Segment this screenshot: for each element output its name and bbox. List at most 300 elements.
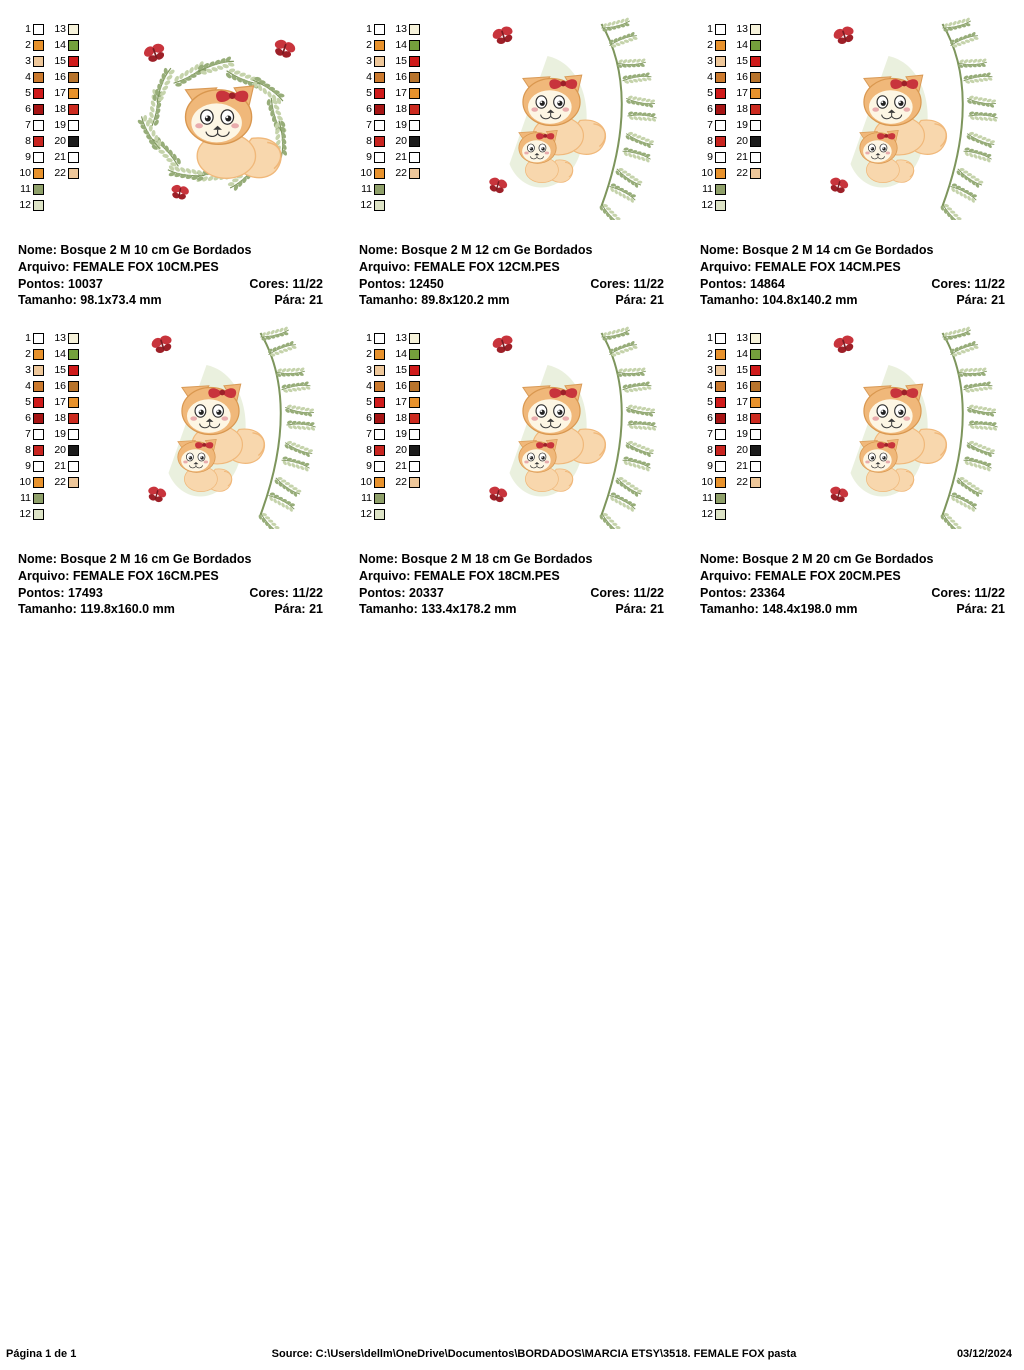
- color-index-right: 22: [395, 167, 407, 180]
- colors-group: [931, 585, 1005, 602]
- arquivo-label: Arquivo:: [18, 259, 70, 274]
- color-swatch-left: [374, 397, 385, 408]
- color-index-left: 7: [707, 119, 713, 132]
- design-size-stops-line: [359, 601, 664, 618]
- color-index-right: 21: [54, 460, 66, 473]
- color-swatch-right: [409, 56, 420, 67]
- color-swatch-left: [33, 493, 44, 504]
- color-index-left: 11: [702, 183, 713, 196]
- color-index-right: 21: [54, 151, 66, 164]
- color-swatch-right: [750, 120, 761, 131]
- color-index-left: 11: [361, 492, 372, 505]
- color-index-left: 8: [25, 444, 31, 457]
- color-index-left: 8: [366, 444, 372, 457]
- cores-label: Cores:: [931, 585, 971, 600]
- color-index-right: 15: [395, 55, 407, 68]
- cores-label: Cores:: [249, 585, 289, 600]
- color-index-left: 9: [25, 151, 31, 164]
- color-chart-row: [359, 379, 445, 394]
- color-swatch-right: [68, 136, 79, 147]
- color-swatch-left: [715, 88, 726, 99]
- color-swatch-left: [715, 136, 726, 147]
- size-group: [18, 292, 162, 309]
- color-swatch-right: [409, 461, 420, 472]
- color-chart-row: [18, 363, 104, 378]
- design-file: FEMALE FOX 18CM.PES: [413, 568, 560, 583]
- design-name: Bosque 2 M 20 cm Ge Bordados: [742, 552, 934, 566]
- color-swatch-right: [750, 104, 761, 115]
- color-chart-row: [359, 491, 445, 506]
- color-chart-row: [18, 507, 104, 522]
- size-group: [359, 601, 517, 618]
- stitch-count: 14864: [750, 276, 785, 291]
- color-index-right: 22: [736, 167, 748, 180]
- design-area: [359, 319, 664, 547]
- pontos-label: Pontos:: [18, 585, 65, 600]
- color-chart-row: [700, 118, 786, 133]
- color-swatch-right: [750, 168, 761, 179]
- stitch-count: 23364: [750, 585, 785, 600]
- color-index-left: 2: [707, 39, 713, 52]
- color-count: 11/22: [292, 276, 323, 291]
- footer-date: 03/12/2024: [956, 1348, 1012, 1360]
- color-swatch-right: [409, 24, 420, 35]
- color-swatch-right: [409, 88, 420, 99]
- pontos-label: Pontos:: [700, 585, 747, 600]
- color-index-left: 1: [707, 332, 713, 345]
- color-chart-row: [700, 150, 786, 165]
- color-index-left: 8: [366, 135, 372, 148]
- design-stitches-colors-line: [18, 585, 323, 602]
- color-swatch-right: [750, 56, 761, 67]
- color-index-right: 18: [54, 412, 66, 425]
- color-swatch-right: [68, 381, 79, 392]
- color-index-left: 1: [366, 23, 372, 36]
- color-swatch-right: [68, 40, 79, 51]
- color-chart-row: [700, 86, 786, 101]
- color-swatch-left: [374, 509, 385, 520]
- stitches-group: [359, 585, 444, 602]
- color-chart-row: [700, 102, 786, 117]
- color-index-left: 4: [707, 380, 713, 393]
- color-swatch-left: [374, 72, 385, 83]
- design-card: [341, 0, 682, 309]
- color-swatch-right: [750, 413, 761, 424]
- color-swatch-right: [68, 72, 79, 83]
- color-index-left: 2: [366, 39, 372, 52]
- cores-label: Cores:: [590, 276, 630, 291]
- color-chart-row: [359, 347, 445, 362]
- footer-page-number: Página 1 de 1: [6, 1348, 77, 1360]
- design-area: [18, 319, 323, 547]
- design-info: [359, 242, 664, 309]
- design-preview: [449, 319, 664, 529]
- color-chart-row: [18, 166, 104, 181]
- color-index-left: 9: [25, 460, 31, 473]
- color-index-right: 17: [736, 396, 748, 409]
- color-chart-row: [18, 347, 104, 362]
- design-file-line: [359, 568, 664, 585]
- color-index-left: 4: [25, 71, 31, 84]
- design-name: Bosque 2 M 10 cm Ge Bordados: [60, 243, 252, 257]
- color-index-left: 7: [366, 428, 372, 441]
- stitches-group: [700, 276, 785, 293]
- color-swatch-right: [750, 88, 761, 99]
- design-size: 89.8x120.2 mm: [421, 293, 510, 308]
- color-chart-row: [359, 86, 445, 101]
- color-index-left: 1: [707, 23, 713, 36]
- color-index-left: 2: [707, 348, 713, 361]
- color-index-right: 17: [395, 396, 407, 409]
- color-swatch-left: [715, 445, 726, 456]
- stop-count: 21: [650, 293, 664, 308]
- color-swatch-left: [374, 429, 385, 440]
- design-card: [0, 309, 341, 618]
- color-chart-row: [700, 198, 786, 213]
- color-chart-row: [18, 22, 104, 37]
- color-index-left: 6: [707, 103, 713, 116]
- color-swatch-right: [68, 152, 79, 163]
- color-index-right: 21: [395, 460, 407, 473]
- color-swatch-left: [33, 120, 44, 131]
- stop-count: 21: [650, 602, 664, 617]
- color-swatch-left: [33, 445, 44, 456]
- color-swatch-right: [68, 397, 79, 408]
- color-swatch-left: [374, 136, 385, 147]
- design-name-line: [700, 551, 1005, 568]
- color-index-left: 7: [25, 428, 31, 441]
- color-swatch-left: [715, 72, 726, 83]
- color-chart-row: [700, 475, 786, 490]
- design-size: 148.4x198.0 mm: [762, 602, 858, 617]
- design-file: FEMALE FOX 10CM.PES: [72, 259, 219, 274]
- color-swatch-right: [409, 120, 420, 131]
- color-chart-row: [18, 443, 104, 458]
- color-index-left: 4: [366, 380, 372, 393]
- tamanho-label: Tamanho:: [359, 602, 418, 617]
- color-swatch-left: [374, 56, 385, 67]
- color-swatch-right: [68, 88, 79, 99]
- design-name-line: [700, 242, 1005, 259]
- arquivo-label: Arquivo:: [359, 259, 411, 274]
- color-index-right: 22: [54, 167, 66, 180]
- color-chart-row: [359, 411, 445, 426]
- color-chart-row: [700, 363, 786, 378]
- color-swatch-right: [409, 333, 420, 344]
- color-swatch-left: [374, 168, 385, 179]
- color-index-right: 20: [54, 444, 66, 457]
- design-name-line: [359, 551, 664, 568]
- color-swatch-right: [409, 168, 420, 179]
- design-name-line: [359, 242, 664, 259]
- color-index-right: 16: [395, 380, 407, 393]
- color-index-right: 22: [736, 476, 748, 489]
- color-chart-row: [359, 475, 445, 490]
- color-index-left: 3: [25, 364, 31, 377]
- color-index-left: 12: [360, 199, 372, 212]
- color-chart-row: [18, 150, 104, 165]
- stitch-count: 17493: [68, 585, 103, 600]
- color-index-left: 6: [25, 412, 31, 425]
- color-index-right: 16: [736, 380, 748, 393]
- color-index-right: 15: [736, 364, 748, 377]
- color-swatch-right: [750, 381, 761, 392]
- color-index-right: 18: [395, 412, 407, 425]
- color-index-right: 15: [54, 364, 66, 377]
- color-chart-row: [359, 134, 445, 149]
- color-swatch-left: [33, 509, 44, 520]
- color-index-right: 13: [54, 23, 66, 36]
- color-swatch-left: [33, 40, 44, 51]
- color-swatch-right: [68, 461, 79, 472]
- color-swatch-right: [409, 445, 420, 456]
- color-swatch-left: [33, 365, 44, 376]
- color-index-left: 1: [25, 332, 31, 345]
- cores-label: Cores:: [590, 585, 630, 600]
- stitches-group: [359, 276, 444, 293]
- color-swatch-left: [374, 349, 385, 360]
- color-index-left: 3: [707, 364, 713, 377]
- design-info: [700, 242, 1005, 309]
- color-swatch-left: [715, 152, 726, 163]
- color-index-right: 15: [54, 55, 66, 68]
- color-chart-row: [18, 54, 104, 69]
- color-swatch-left: [715, 168, 726, 179]
- color-index-right: 18: [395, 103, 407, 116]
- color-index-right: 22: [54, 476, 66, 489]
- para-label: Pára:: [615, 602, 647, 617]
- cores-label: Cores:: [931, 276, 971, 291]
- colors-group: [249, 585, 323, 602]
- color-index-right: 19: [395, 428, 407, 441]
- color-swatch-left: [33, 168, 44, 179]
- color-index-left: 2: [25, 39, 31, 52]
- stop-count: 21: [991, 293, 1005, 308]
- footer-source-path: Source: C:\Users\dellm\OneDrive\Documentos\BORDADOS\MARCIA ETSY\3518. FEMALE FOX pasta: [271, 1348, 797, 1360]
- color-index-left: 6: [366, 412, 372, 425]
- color-chart: [359, 10, 445, 213]
- color-index-left: 8: [707, 444, 713, 457]
- color-swatch-left: [374, 333, 385, 344]
- color-chart-row: [18, 134, 104, 149]
- design-card: [341, 309, 682, 618]
- para-label: Pára:: [615, 293, 647, 308]
- color-chart-row: [18, 411, 104, 426]
- color-swatch-left: [374, 120, 385, 131]
- color-swatch-left: [33, 152, 44, 163]
- design-card: [682, 0, 1023, 309]
- color-chart-row: [359, 331, 445, 346]
- color-index-left: 11: [20, 183, 31, 196]
- color-index-left: 9: [707, 151, 713, 164]
- stop-count: 21: [991, 602, 1005, 617]
- color-index-left: 12: [701, 508, 713, 521]
- color-index-left: 12: [360, 508, 372, 521]
- design-name: Bosque 2 M 16 cm Ge Bordados: [60, 552, 252, 566]
- color-index-left: 2: [25, 348, 31, 361]
- color-index-right: 19: [395, 119, 407, 132]
- design-name-line: [18, 242, 323, 259]
- design-name: Bosque 2 M 12 cm Ge Bordados: [401, 243, 593, 257]
- color-chart: [700, 319, 786, 522]
- color-chart-row: [700, 427, 786, 442]
- color-index-right: 20: [736, 444, 748, 457]
- color-swatch-right: [750, 397, 761, 408]
- color-index-left: 8: [25, 135, 31, 148]
- color-index-left: 11: [20, 492, 31, 505]
- color-index-right: 14: [736, 348, 748, 361]
- nome-label: Nome:: [359, 552, 398, 566]
- color-index-left: 10: [360, 167, 372, 180]
- stitch-count: 20337: [409, 585, 444, 600]
- color-index-right: 19: [54, 428, 66, 441]
- color-swatch-right: [409, 397, 420, 408]
- color-swatch-left: [374, 461, 385, 472]
- color-index-right: 15: [736, 55, 748, 68]
- color-swatch-right: [750, 24, 761, 35]
- color-chart-row: [18, 427, 104, 442]
- color-index-left: 1: [25, 23, 31, 36]
- color-index-left: 10: [701, 476, 713, 489]
- design-file: FEMALE FOX 16CM.PES: [72, 568, 219, 583]
- color-chart-row: [18, 331, 104, 346]
- design-area: [359, 10, 664, 238]
- stitches-group: [700, 585, 785, 602]
- color-swatch-right: [750, 152, 761, 163]
- color-swatch-left: [374, 445, 385, 456]
- color-index-left: 5: [366, 87, 372, 100]
- nome-label: Nome:: [700, 243, 739, 257]
- color-chart-row: [18, 118, 104, 133]
- color-swatch-right: [68, 429, 79, 440]
- color-index-right: 20: [395, 444, 407, 457]
- color-index-left: 7: [707, 428, 713, 441]
- color-index-left: 5: [707, 396, 713, 409]
- color-index-left: 12: [701, 199, 713, 212]
- color-chart-row: [359, 102, 445, 117]
- color-index-right: 13: [395, 332, 407, 345]
- color-index-right: 13: [54, 332, 66, 345]
- design-name-line: [18, 551, 323, 568]
- color-swatch-right: [750, 349, 761, 360]
- color-swatch-right: [409, 152, 420, 163]
- para-label: Pára:: [274, 602, 306, 617]
- color-swatch-right: [750, 72, 761, 83]
- color-swatch-left: [715, 200, 726, 211]
- design-file: FEMALE FOX 12CM.PES: [413, 259, 560, 274]
- color-index-left: 1: [366, 332, 372, 345]
- color-swatch-left: [374, 88, 385, 99]
- stops-group: [956, 601, 1005, 618]
- color-swatch-left: [374, 493, 385, 504]
- tamanho-label: Tamanho:: [18, 602, 77, 617]
- design-preview: [790, 319, 1005, 529]
- color-swatch-left: [33, 136, 44, 147]
- color-index-right: 19: [736, 428, 748, 441]
- arquivo-label: Arquivo:: [700, 259, 752, 274]
- color-index-right: 21: [736, 151, 748, 164]
- color-swatch-left: [715, 333, 726, 344]
- color-index-right: 19: [54, 119, 66, 132]
- color-swatch-right: [750, 429, 761, 440]
- color-swatch-right: [68, 333, 79, 344]
- color-swatch-left: [374, 365, 385, 376]
- stops-group: [615, 292, 664, 309]
- color-count: 11/22: [974, 276, 1005, 291]
- color-swatch-right: [750, 333, 761, 344]
- design-size: 98.1x73.4 mm: [80, 293, 162, 308]
- color-chart-row: [359, 54, 445, 69]
- color-chart-row: [700, 347, 786, 362]
- color-index-left: 11: [702, 492, 713, 505]
- color-chart-row: [359, 363, 445, 378]
- nome-label: Nome:: [700, 552, 739, 566]
- color-swatch-left: [715, 429, 726, 440]
- color-swatch-right: [409, 381, 420, 392]
- color-chart-row: [700, 443, 786, 458]
- color-swatch-left: [33, 72, 44, 83]
- color-index-left: 4: [707, 71, 713, 84]
- color-index-left: 12: [19, 199, 31, 212]
- color-chart-row: [700, 331, 786, 346]
- design-size: 133.4x178.2 mm: [421, 602, 517, 617]
- color-index-right: 18: [54, 103, 66, 116]
- size-group: [18, 601, 175, 618]
- color-swatch-left: [33, 429, 44, 440]
- color-chart-row: [359, 118, 445, 133]
- design-name: Bosque 2 M 14 cm Ge Bordados: [742, 243, 934, 257]
- stops-group: [274, 601, 323, 618]
- size-group: [700, 601, 858, 618]
- design-size: 104.8x140.2 mm: [762, 293, 858, 308]
- color-chart-row: [700, 54, 786, 69]
- color-swatch-left: [374, 381, 385, 392]
- color-chart: [700, 10, 786, 213]
- color-index-right: 14: [54, 348, 66, 361]
- design-stitches-colors-line: [700, 585, 1005, 602]
- color-swatch-left: [715, 413, 726, 424]
- color-chart: [18, 10, 104, 213]
- para-label: Pára:: [274, 293, 306, 308]
- color-swatch-left: [33, 349, 44, 360]
- color-chart-row: [359, 507, 445, 522]
- color-swatch-left: [374, 152, 385, 163]
- color-chart-row: [359, 22, 445, 37]
- color-swatch-right: [68, 477, 79, 488]
- color-swatch-left: [374, 184, 385, 195]
- color-index-left: 10: [19, 167, 31, 180]
- color-swatch-right: [68, 168, 79, 179]
- tamanho-label: Tamanho:: [700, 293, 759, 308]
- color-chart-row: [18, 182, 104, 197]
- design-size: 119.8x160.0 mm: [80, 602, 175, 617]
- design-file-line: [18, 568, 323, 585]
- nome-label: Nome:: [359, 243, 398, 257]
- color-swatch-left: [715, 461, 726, 472]
- color-chart-row: [700, 22, 786, 37]
- colors-group: [590, 276, 664, 293]
- color-chart-row: [18, 198, 104, 213]
- color-swatch-left: [715, 184, 726, 195]
- color-chart-row: [700, 507, 786, 522]
- stitch-count: 12450: [409, 276, 444, 291]
- color-index-right: 21: [395, 151, 407, 164]
- color-swatch-right: [409, 104, 420, 115]
- color-index-left: 7: [366, 119, 372, 132]
- color-index-left: 10: [701, 167, 713, 180]
- color-swatch-right: [68, 349, 79, 360]
- nome-label: Nome:: [18, 552, 57, 566]
